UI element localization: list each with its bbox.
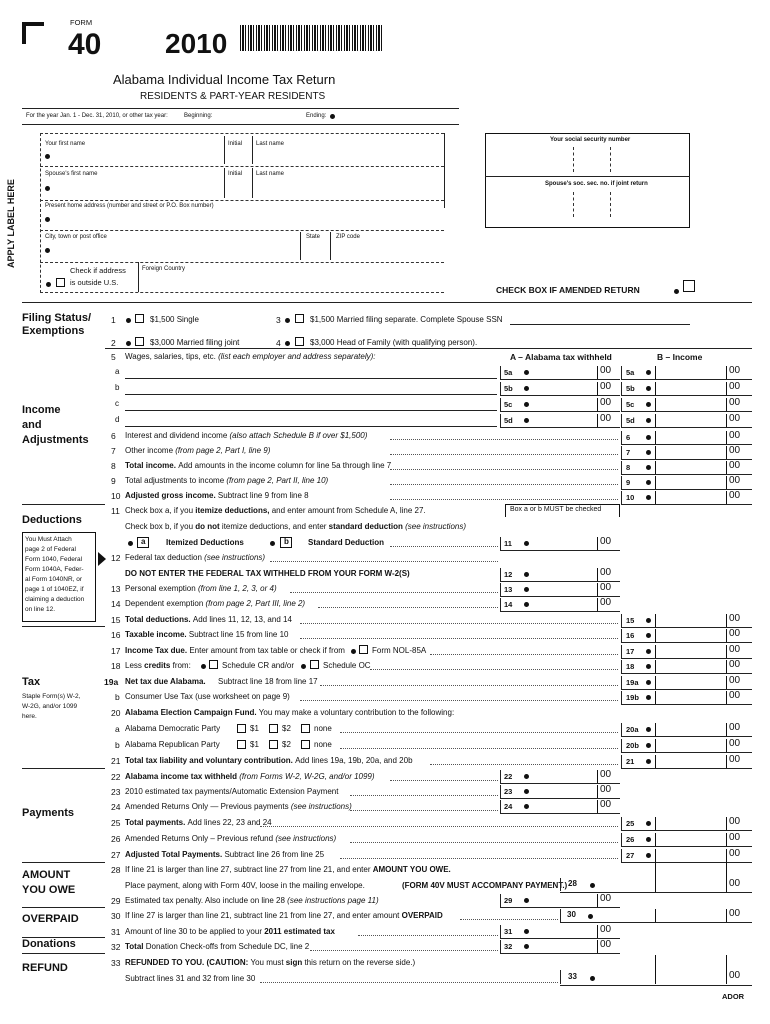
l6-field[interactable] xyxy=(655,431,727,444)
l20-num: 20 xyxy=(111,708,121,718)
foreign-address-label-2: is outside U.S. xyxy=(70,278,119,287)
amended-checkbox[interactable] xyxy=(683,280,695,292)
l5db-cents: 00 xyxy=(729,413,741,424)
l5b-field[interactable] xyxy=(532,382,598,395)
l20a-field[interactable] xyxy=(655,723,727,736)
l18-field[interactable] xyxy=(655,660,727,673)
l16-text: Taxable income. Subtract line 15 from line 10 xyxy=(125,630,289,639)
l7-num: 7 xyxy=(111,446,116,456)
l19b-cents: 00 xyxy=(729,690,741,701)
l10-text: Adjusted gross income. Subtract line 9 from line 8 xyxy=(125,491,309,500)
l10-num: 10 xyxy=(111,491,121,501)
l24-text: Amended Returns Only — Previous payments (see instructions) xyxy=(125,802,352,811)
l19b-field[interactable] xyxy=(655,691,727,704)
l33-text: REFUNDED TO YOU. (CAUTION: You must sign this return on the reverse side.) xyxy=(125,958,416,967)
l21-field[interactable] xyxy=(655,755,727,768)
l13-text: Personal exemption (from line 1, 2, 3, or 4) xyxy=(125,584,277,593)
filing-heading-2: Exemptions xyxy=(22,325,85,337)
l22-field[interactable] xyxy=(532,770,598,783)
l19b-text: Consumer Use Tax (use worksheet on page 9) xyxy=(125,692,290,701)
l13-field[interactable] xyxy=(532,583,598,596)
l31-num: 31 xyxy=(111,927,121,937)
l5ab-field[interactable] xyxy=(655,366,727,379)
spouse-first-label: Spouse's first name xyxy=(45,171,98,177)
overpaid-heading: OVERPAID xyxy=(22,913,79,925)
l5c-field[interactable] xyxy=(532,398,598,411)
l5cb-label: 5c xyxy=(626,400,635,409)
l5c-cents: 00 xyxy=(600,397,612,408)
l19a-label: 19a xyxy=(626,678,639,687)
first-name-bullet xyxy=(45,154,50,159)
l5bb-field[interactable] xyxy=(655,382,727,395)
l13-label: 13 xyxy=(504,585,513,594)
l12-label: 12 xyxy=(504,570,513,579)
l4-num: 4 xyxy=(276,338,281,348)
l12-field[interactable] xyxy=(532,568,598,581)
l17-label: 17 xyxy=(626,647,635,656)
l20b-cents: 00 xyxy=(729,738,741,749)
l5a-cents: 00 xyxy=(600,365,612,376)
l30-field[interactable] xyxy=(655,909,727,922)
l1-text: $1,500 Single xyxy=(150,315,199,324)
state-label: State xyxy=(306,234,321,240)
l20b-none-checkbox[interactable] xyxy=(301,740,310,749)
l5d-cents: 00 xyxy=(600,413,612,424)
l8-field[interactable] xyxy=(655,461,727,474)
initial-label: Initial xyxy=(228,141,243,147)
l9-num: 9 xyxy=(111,476,116,486)
l28-text2: Place payment, along with Form 40V, loose in the mailing envelope. xyxy=(125,881,365,890)
l6-label: 6 xyxy=(626,433,631,442)
l27-cents: 00 xyxy=(729,848,741,859)
l21-text: Total tax liability and voluntary contribution. Add lines 19a, 19b, 20a, and 20b xyxy=(125,756,413,765)
amended-label: CHECK BOX IF AMENDED RETURN xyxy=(496,285,640,295)
footer-ador: ADOR xyxy=(722,992,745,1001)
refund-heading: REFUND xyxy=(22,962,68,974)
l31-label: 31 xyxy=(504,927,513,936)
box-ab-note: Box a or b MUST be checked xyxy=(510,506,602,513)
l9-label: 9 xyxy=(626,478,631,487)
l28-text: If line 21 is larger than line 27, subtract line 27 from line 21, and enter AMOUNT YOU OWE. xyxy=(125,865,451,874)
l11-text: Check box a, if you itemize deductions, and enter amount from Schedule A, line 27. xyxy=(125,506,426,515)
l20a-label: 20a xyxy=(626,725,639,734)
income-heading: Income and Adjustments xyxy=(22,404,89,446)
l14-field[interactable] xyxy=(532,598,598,611)
l20b-field[interactable] xyxy=(655,739,727,752)
l18-label: 18 xyxy=(626,662,635,671)
deduction-note: You Must Attach page 2 of Federal Form 1040, Federal Form 1040A, Feder- al Form 1040NR, or page 1 of 1040EZ, if claiming a deduction on line 12. xyxy=(22,532,96,622)
l29-field[interactable] xyxy=(532,894,598,907)
standard-b: b xyxy=(284,537,289,546)
schedule-cr-checkbox[interactable] xyxy=(209,660,218,669)
l24-cents: 00 xyxy=(600,799,612,810)
l32-label: 32 xyxy=(504,942,513,951)
l15-label: 15 xyxy=(626,616,635,625)
l25-num: 25 xyxy=(111,818,121,828)
l7-text: Other income (from page 2, Part I, line 9) xyxy=(125,446,271,455)
form-year: 2010 xyxy=(165,28,228,59)
l5d-field[interactable] xyxy=(532,414,598,427)
l5-num: 5 xyxy=(111,352,116,362)
l16-cents: 00 xyxy=(729,628,741,639)
l33-cents: 00 xyxy=(729,970,741,981)
l19a-text2: Subtract line 18 from line 17 xyxy=(218,677,318,686)
l9-field[interactable] xyxy=(655,476,727,489)
l9-cents: 00 xyxy=(729,475,741,486)
l21-label: 21 xyxy=(626,757,635,766)
l7-field[interactable] xyxy=(655,446,727,459)
l24-field[interactable] xyxy=(532,800,598,813)
l10-cents: 00 xyxy=(729,490,741,501)
apply-label-text: APPLY LABEL HERE xyxy=(6,179,16,268)
l17-nol: Form NOL-85A xyxy=(372,646,427,655)
standard-text: Standard Deduction xyxy=(308,538,385,547)
l6-num: 6 xyxy=(111,431,116,441)
l33-label: 33 xyxy=(568,972,577,981)
l28-label: 28 xyxy=(568,879,577,888)
l5a-label: 5a xyxy=(504,368,513,377)
foreign-country-label: Foreign Country xyxy=(142,266,186,272)
l8-text: Total income. Add amounts in the income column for line 5a through line 7 xyxy=(125,461,392,470)
l19a-cents: 00 xyxy=(729,675,741,686)
l12-cents: 00 xyxy=(600,567,612,578)
l20a-letter: a xyxy=(115,724,120,734)
l20b-label: 20b xyxy=(626,741,639,750)
ssn-label: Your social security number xyxy=(550,137,631,143)
spouse-initial-label: Initial xyxy=(228,171,243,177)
l5db-field[interactable] xyxy=(655,414,727,427)
l31-cents: 00 xyxy=(600,924,612,935)
l28-cents: 00 xyxy=(729,878,741,889)
l30-cents: 00 xyxy=(729,908,741,919)
l21-num: 21 xyxy=(111,756,121,766)
l31-field[interactable] xyxy=(532,925,598,938)
l14-num: 14 xyxy=(111,599,121,609)
l5db-label: 5d xyxy=(626,416,635,425)
l5a-row: a xyxy=(115,367,120,376)
l23-text: 2010 estimated tax payments/Automatic Extension Payment xyxy=(125,787,339,796)
l5-text: Wages, salaries, tips, etc. (list each employer and address separately): xyxy=(125,352,376,361)
l20a-o2: $2 xyxy=(282,724,291,733)
beginning-label: Beginning: xyxy=(184,113,213,119)
foreign-address-checkbox[interactable] xyxy=(56,278,65,287)
form-title: Alabama Individual Income Tax Return xyxy=(113,72,336,87)
zip-label: ZIP code xyxy=(336,234,360,240)
l4-text: $3,000 Head of Family (with qualifying person). xyxy=(310,338,478,347)
l20b-1-checkbox[interactable] xyxy=(237,740,246,749)
l28-field[interactable] xyxy=(655,862,727,892)
address-label: Present home address (number and street or P.O. Box number) xyxy=(45,203,214,209)
l30-label: 30 xyxy=(567,910,576,919)
l23-field[interactable] xyxy=(532,785,598,798)
l22-cents: 00 xyxy=(600,769,612,780)
l2-text: $3,000 Married filing joint xyxy=(150,338,240,347)
l29-label: 29 xyxy=(504,896,513,905)
l14-cents: 00 xyxy=(600,597,612,608)
l20b-o3: none xyxy=(314,740,332,749)
l19a-text: Net tax due Alabama. xyxy=(125,677,206,686)
l28-num: 28 xyxy=(111,865,121,875)
l16-num: 16 xyxy=(111,630,121,640)
l10-label: 10 xyxy=(626,493,635,502)
l20b-2-checkbox[interactable] xyxy=(269,740,278,749)
l24-label: 24 xyxy=(504,802,513,811)
l19a-num: 19a xyxy=(104,677,119,687)
l21-cents: 00 xyxy=(729,754,741,765)
l18-cr: Schedule CR and/or xyxy=(222,661,295,670)
form-word: FORM xyxy=(70,18,93,27)
l26-cents: 00 xyxy=(729,832,741,843)
l23-cents: 00 xyxy=(600,784,612,795)
l8-num: 8 xyxy=(111,461,116,471)
l5b-cents: 00 xyxy=(600,381,612,392)
col-b-heading: B – Income xyxy=(657,352,703,362)
l20b-letter: b xyxy=(115,740,120,750)
l5d-label: 5d xyxy=(504,416,513,425)
l29-num: 29 xyxy=(111,896,121,906)
l5bb-cents: 00 xyxy=(729,381,741,392)
l19b-label: 19b xyxy=(626,693,639,702)
l5ab-cents: 00 xyxy=(729,365,741,376)
l9-text: Total adjustments to income (from page 2, Part II, line 10) xyxy=(125,476,329,485)
l20b-text: Alabama Republican Party xyxy=(125,740,220,749)
l12-text: Federal tax deduction (see instructions) xyxy=(125,553,266,562)
l15-field[interactable] xyxy=(655,614,727,627)
l29-text: Estimated tax penalty. Also include on line 28 (see instructions page 11) xyxy=(125,896,379,905)
l18-cents: 00 xyxy=(729,659,741,670)
l32-cents: 00 xyxy=(600,939,612,950)
l3-num: 3 xyxy=(276,315,281,325)
l25-field[interactable] xyxy=(655,817,727,830)
l20a-none-checkbox[interactable] xyxy=(301,724,310,733)
l20b-o1: $1 xyxy=(250,740,259,749)
l26-field[interactable] xyxy=(655,833,727,846)
l15-cents: 00 xyxy=(729,613,741,624)
l27-num: 27 xyxy=(111,850,121,860)
l22-text: Alabama income tax withheld (from Forms W-2, W-2G, and/or 1099) xyxy=(125,772,375,781)
l5d-row: d xyxy=(115,415,120,424)
l27-field[interactable] xyxy=(655,849,727,862)
l22-label: 22 xyxy=(504,772,513,781)
deductions-heading: Deductions xyxy=(22,514,82,526)
l5b-row: b xyxy=(115,383,120,392)
foreign-address-label-1: Check if address xyxy=(70,266,126,275)
l6-text: Interest and dividend income (also attach Schedule B if over $1,500) xyxy=(125,431,368,440)
l1-num: 1 xyxy=(111,315,116,325)
l18-num: 18 xyxy=(111,661,121,671)
l23-num: 23 xyxy=(111,787,121,797)
l28-text2b: (FORM 40V MUST ACCOMPANY PAYMENT.) xyxy=(402,881,568,890)
form-subtitle: RESIDENTS & PART-YEAR RESIDENTS xyxy=(140,91,326,102)
l19a-field[interactable] xyxy=(655,676,727,689)
l27-label: 27 xyxy=(626,851,635,860)
l11-num: 11 xyxy=(111,506,120,516)
l17-field[interactable] xyxy=(655,645,727,658)
l30-num: 30 xyxy=(111,911,121,921)
l16-label: 16 xyxy=(626,631,635,640)
l11-field[interactable] xyxy=(532,537,598,550)
l25-cents: 00 xyxy=(729,816,741,827)
l20b-o2: $2 xyxy=(282,740,291,749)
corner-mark xyxy=(22,22,44,44)
l15-num: 15 xyxy=(111,615,121,625)
l20-text: Alabama Election Campaign Fund. You may make a voluntary contribution to the following: xyxy=(125,708,455,717)
filing-mfj-checkbox[interactable] xyxy=(135,337,144,346)
schedule-oc-checkbox[interactable] xyxy=(310,660,319,669)
l25-text: Total payments. Add lines 22, 23 and 24 xyxy=(125,818,272,827)
l31-text: Amount of line 30 to be applied to your 2011 estimated tax xyxy=(125,927,335,936)
l26-num: 26 xyxy=(111,834,121,844)
l14-text: Dependent exemption (from page 2, Part III, line 2) xyxy=(125,599,306,608)
l33-text2: Subtract lines 31 and 32 from line 30 xyxy=(125,974,256,983)
l12-num: 12 xyxy=(111,553,121,563)
filing-heading-1: Filing Status/ xyxy=(22,312,92,324)
l5c-row: c xyxy=(115,399,119,408)
l14-label: 14 xyxy=(504,600,513,609)
l5b-label: 5b xyxy=(504,384,513,393)
itemized-a: a xyxy=(141,537,146,546)
itemized-text: Itemized Deductions xyxy=(166,538,244,547)
l2-num: 2 xyxy=(111,338,116,348)
barcode xyxy=(240,25,382,51)
l5c-label: 5c xyxy=(504,400,513,409)
l7-label: 7 xyxy=(626,448,631,457)
l12-warning: DO NOT ENTER THE FEDERAL TAX WITHHELD FROM YOUR FORM W-2(S) xyxy=(125,569,410,578)
l20a-2-checkbox[interactable] xyxy=(269,724,278,733)
l27-text: Adjusted Total Payments. Subtract line 26 from line 25 xyxy=(125,850,325,859)
l7-cents: 00 xyxy=(729,445,741,456)
l33-num: 33 xyxy=(111,958,121,968)
l20a-1-checkbox[interactable] xyxy=(237,724,246,733)
spouse-ssn-label: Spouse's soc. sec. no. if joint return xyxy=(545,181,648,187)
l18-oc: Schedule OC xyxy=(323,661,371,670)
l10-field[interactable] xyxy=(655,491,727,504)
l5ab-label: 5a xyxy=(626,368,635,377)
tax-heading: Tax xyxy=(22,676,41,688)
l11b-text: Check box b, if you do not itemize deductions, and enter standard deduction (see instructions) xyxy=(125,522,467,531)
l11-label: 11 xyxy=(504,539,512,548)
l25-label: 25 xyxy=(626,819,635,828)
l20a-o1: $1 xyxy=(250,724,259,733)
l20a-text: Alabama Democratic Party xyxy=(125,724,221,733)
tax-note: Staple Form(s) W-2, W-2G, and/or 1099 here. xyxy=(22,693,81,720)
l13-num: 13 xyxy=(111,584,121,594)
form-number: 40 xyxy=(68,28,102,61)
l5a-field[interactable] xyxy=(532,366,598,379)
tax-year-label: For the year Jan. 1 - Dec. 31, 2010, or other tax year: xyxy=(26,113,168,119)
col-a-heading: A – Alabama tax withheld xyxy=(510,352,612,362)
l20a-cents: 00 xyxy=(729,722,741,733)
filing-single-checkbox[interactable] xyxy=(135,314,144,323)
l20a-o3: none xyxy=(314,724,332,733)
l5cb-cents: 00 xyxy=(729,397,741,408)
l32-field[interactable] xyxy=(532,940,598,953)
l24-num: 24 xyxy=(111,802,121,812)
l33-field[interactable] xyxy=(655,955,727,984)
arrow-marker xyxy=(98,552,106,566)
first-name-label: Your first name xyxy=(45,141,86,147)
l17-text: Income Tax due. Enter amount from tax table or check if from xyxy=(125,646,345,655)
l17-num: 17 xyxy=(111,646,121,656)
l3-text: $1,500 Married filing separate. Complete Spouse SSN xyxy=(310,315,503,324)
l23-label: 23 xyxy=(504,787,513,796)
spouse-last-label: Last name xyxy=(256,171,285,177)
payments-heading: Payments xyxy=(22,807,74,819)
l26-text: Amended Returns Only – Previous refund (see instructions) xyxy=(125,834,337,843)
filing-hof-checkbox[interactable] xyxy=(295,337,304,346)
l18-text: Less credits from: xyxy=(125,661,191,670)
city-label: City, town or post office xyxy=(45,234,107,240)
l30-text: If line 27 is larger than line 21, subtract line 21 from line 27, and enter amount OVERPAID xyxy=(125,911,443,920)
l6-cents: 00 xyxy=(729,430,741,441)
l16-field[interactable] xyxy=(655,629,727,642)
l19b-num: b xyxy=(115,692,120,702)
l17-cents: 00 xyxy=(729,644,741,655)
l8-cents: 00 xyxy=(729,460,741,471)
l29-cents: 00 xyxy=(600,893,612,904)
filing-mfs-checkbox[interactable] xyxy=(295,314,304,323)
l26-label: 26 xyxy=(626,835,635,844)
l32-num: 32 xyxy=(111,942,121,952)
l13-cents: 00 xyxy=(600,582,612,593)
donations-heading: Donations xyxy=(22,938,76,950)
ending-label: Ending: xyxy=(306,113,327,119)
nol-checkbox[interactable] xyxy=(359,645,368,654)
l5bb-label: 5b xyxy=(626,384,635,393)
l32-text: Total Donation Check-offs from Schedule DC, line 2 xyxy=(125,942,310,951)
l8-label: 8 xyxy=(626,463,631,472)
l5cb-field[interactable] xyxy=(655,398,727,411)
last-name-label: Last name xyxy=(256,141,285,147)
l11-cents: 00 xyxy=(600,536,612,547)
l15-text: Total deductions. Add lines 11, 12, 13, and 14 xyxy=(125,615,292,624)
owe-heading: AMOUNT YOU OWE xyxy=(22,869,76,896)
l22-num: 22 xyxy=(111,772,121,782)
